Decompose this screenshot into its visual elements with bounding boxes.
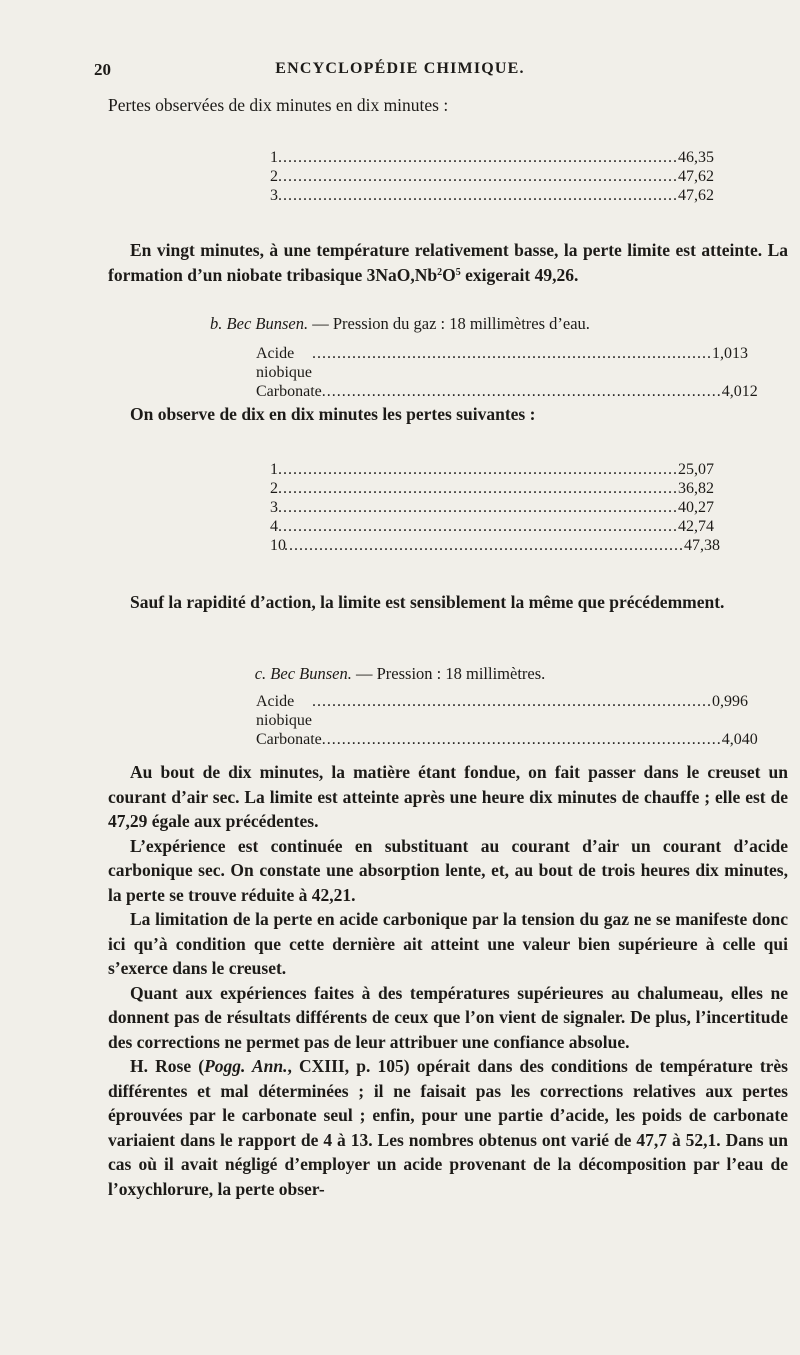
paragraph-7: Quant aux expériences faites à des températures supérieures au chalumeau, elles ne donnent pas de résultats différents de ceux que l’on vient de signaler. De plus, l’incertitude des corrections ne permet pas de leur attribuer une confiance absolue. — [108, 982, 788, 1052]
list-item: 3 ................................................................................ 47,62 — [270, 187, 714, 204]
list-item: 1 ................................................................................ 46,35 — [270, 149, 714, 166]
table-row: Acide niobique ................................................................................ 1,013 — [256, 345, 748, 381]
table-row: Carbonate ................................................................................ 4,012 — [256, 383, 758, 400]
list-item: 2 ................................................................................ 47,62 — [270, 168, 714, 185]
page-number: 20 — [94, 60, 111, 79]
page-header — [0, 60, 800, 84]
paragraph-4: Au bout de dix minutes, la matière étant fondue, on fait passer dans le creuset un courant d’air sec. La limite est atteinte après une heure dix minutes de chauffe ; elle est de 47,29 égale aux précédentes. — [108, 762, 788, 831]
table-row: Carbonate ................................................................................ 4,040 — [256, 731, 758, 748]
table-row: Acide niobique ................................................................................ 0,996 — [256, 693, 748, 729]
list-item: 3 ................................................................................ 40,27 — [270, 499, 714, 516]
running-title: ENCYCLOPÉDIE CHIMIQUE. — [275, 60, 525, 77]
paragraph-1: En vingt minutes, à une température relativement basse, la perte limite est atteinte. La formation d’un niobate tribasique $3NaO,Nb^2O^5$ exigerait 49,26. — [108, 240, 788, 285]
paragraph-5: L’expérience est continuée en substituant au courant d’air un courant d’acide carbonique sec. On constate une absorption lente, et, au bout de trois heures dix minutes, la perte se trouve réduite à 42,21. — [108, 835, 788, 905]
list-item: 10 ................................................................................ 47,38 — [270, 537, 720, 554]
loss-list-b — [270, 460, 720, 555]
body-text — [108, 760, 788, 1201]
paragraph-8: H. Rose (Pogg. Ann., CXIII, p. 105) opérait dans des conditions de température très différentes et mal déterminées ; il ne faisait pas les corrections relatives aux pertes éprouvées par le carbonate seul ; enfin, pour une partie d’acide, les poids de carbonate variaient dans le rapport de 4 à 13. Les nombres obtenus ont varié de 47,7 à 52,1. Dans un cas où il avait négligé d’employer un acide provenant de la décomposition par l’eau de l’oxychlorure, la perte obser- — [108, 1056, 788, 1199]
list-item: 4 ................................................................................ 42,74 — [270, 518, 714, 535]
list-item: 2 ................................................................................ 36,82 — [270, 480, 714, 497]
paragraph-3: Sauf la rapidité d’action, la limite est sensiblement la même que précédemment. — [130, 592, 725, 612]
paragraph-6: La limitation de la perte en acide carbonique par la tension du gaz ne se manifeste donc ici qu’à condition que cette dernière ait atteint une valeur bien supérieure à celle qui s’exerce dans le creuset. — [108, 909, 788, 978]
intro-line: Pertes observées de dix minutes en dix minutes : — [108, 95, 449, 115]
results-table-c — [256, 692, 758, 749]
loss-list-a — [270, 148, 714, 205]
subheading-c: c. Bec Bunsen. — Pression : 18 millimètres. — [254, 664, 546, 683]
paragraph-2: On observe de dix en dix minutes les pertes suivantes : — [130, 404, 536, 424]
results-table-b — [256, 344, 758, 401]
list-item: 1 ................................................................................ 25,07 — [270, 461, 714, 478]
subheading-b: b. Bec Bunsen. — Pression du gaz : 18 millimètres d’eau. — [210, 314, 590, 333]
